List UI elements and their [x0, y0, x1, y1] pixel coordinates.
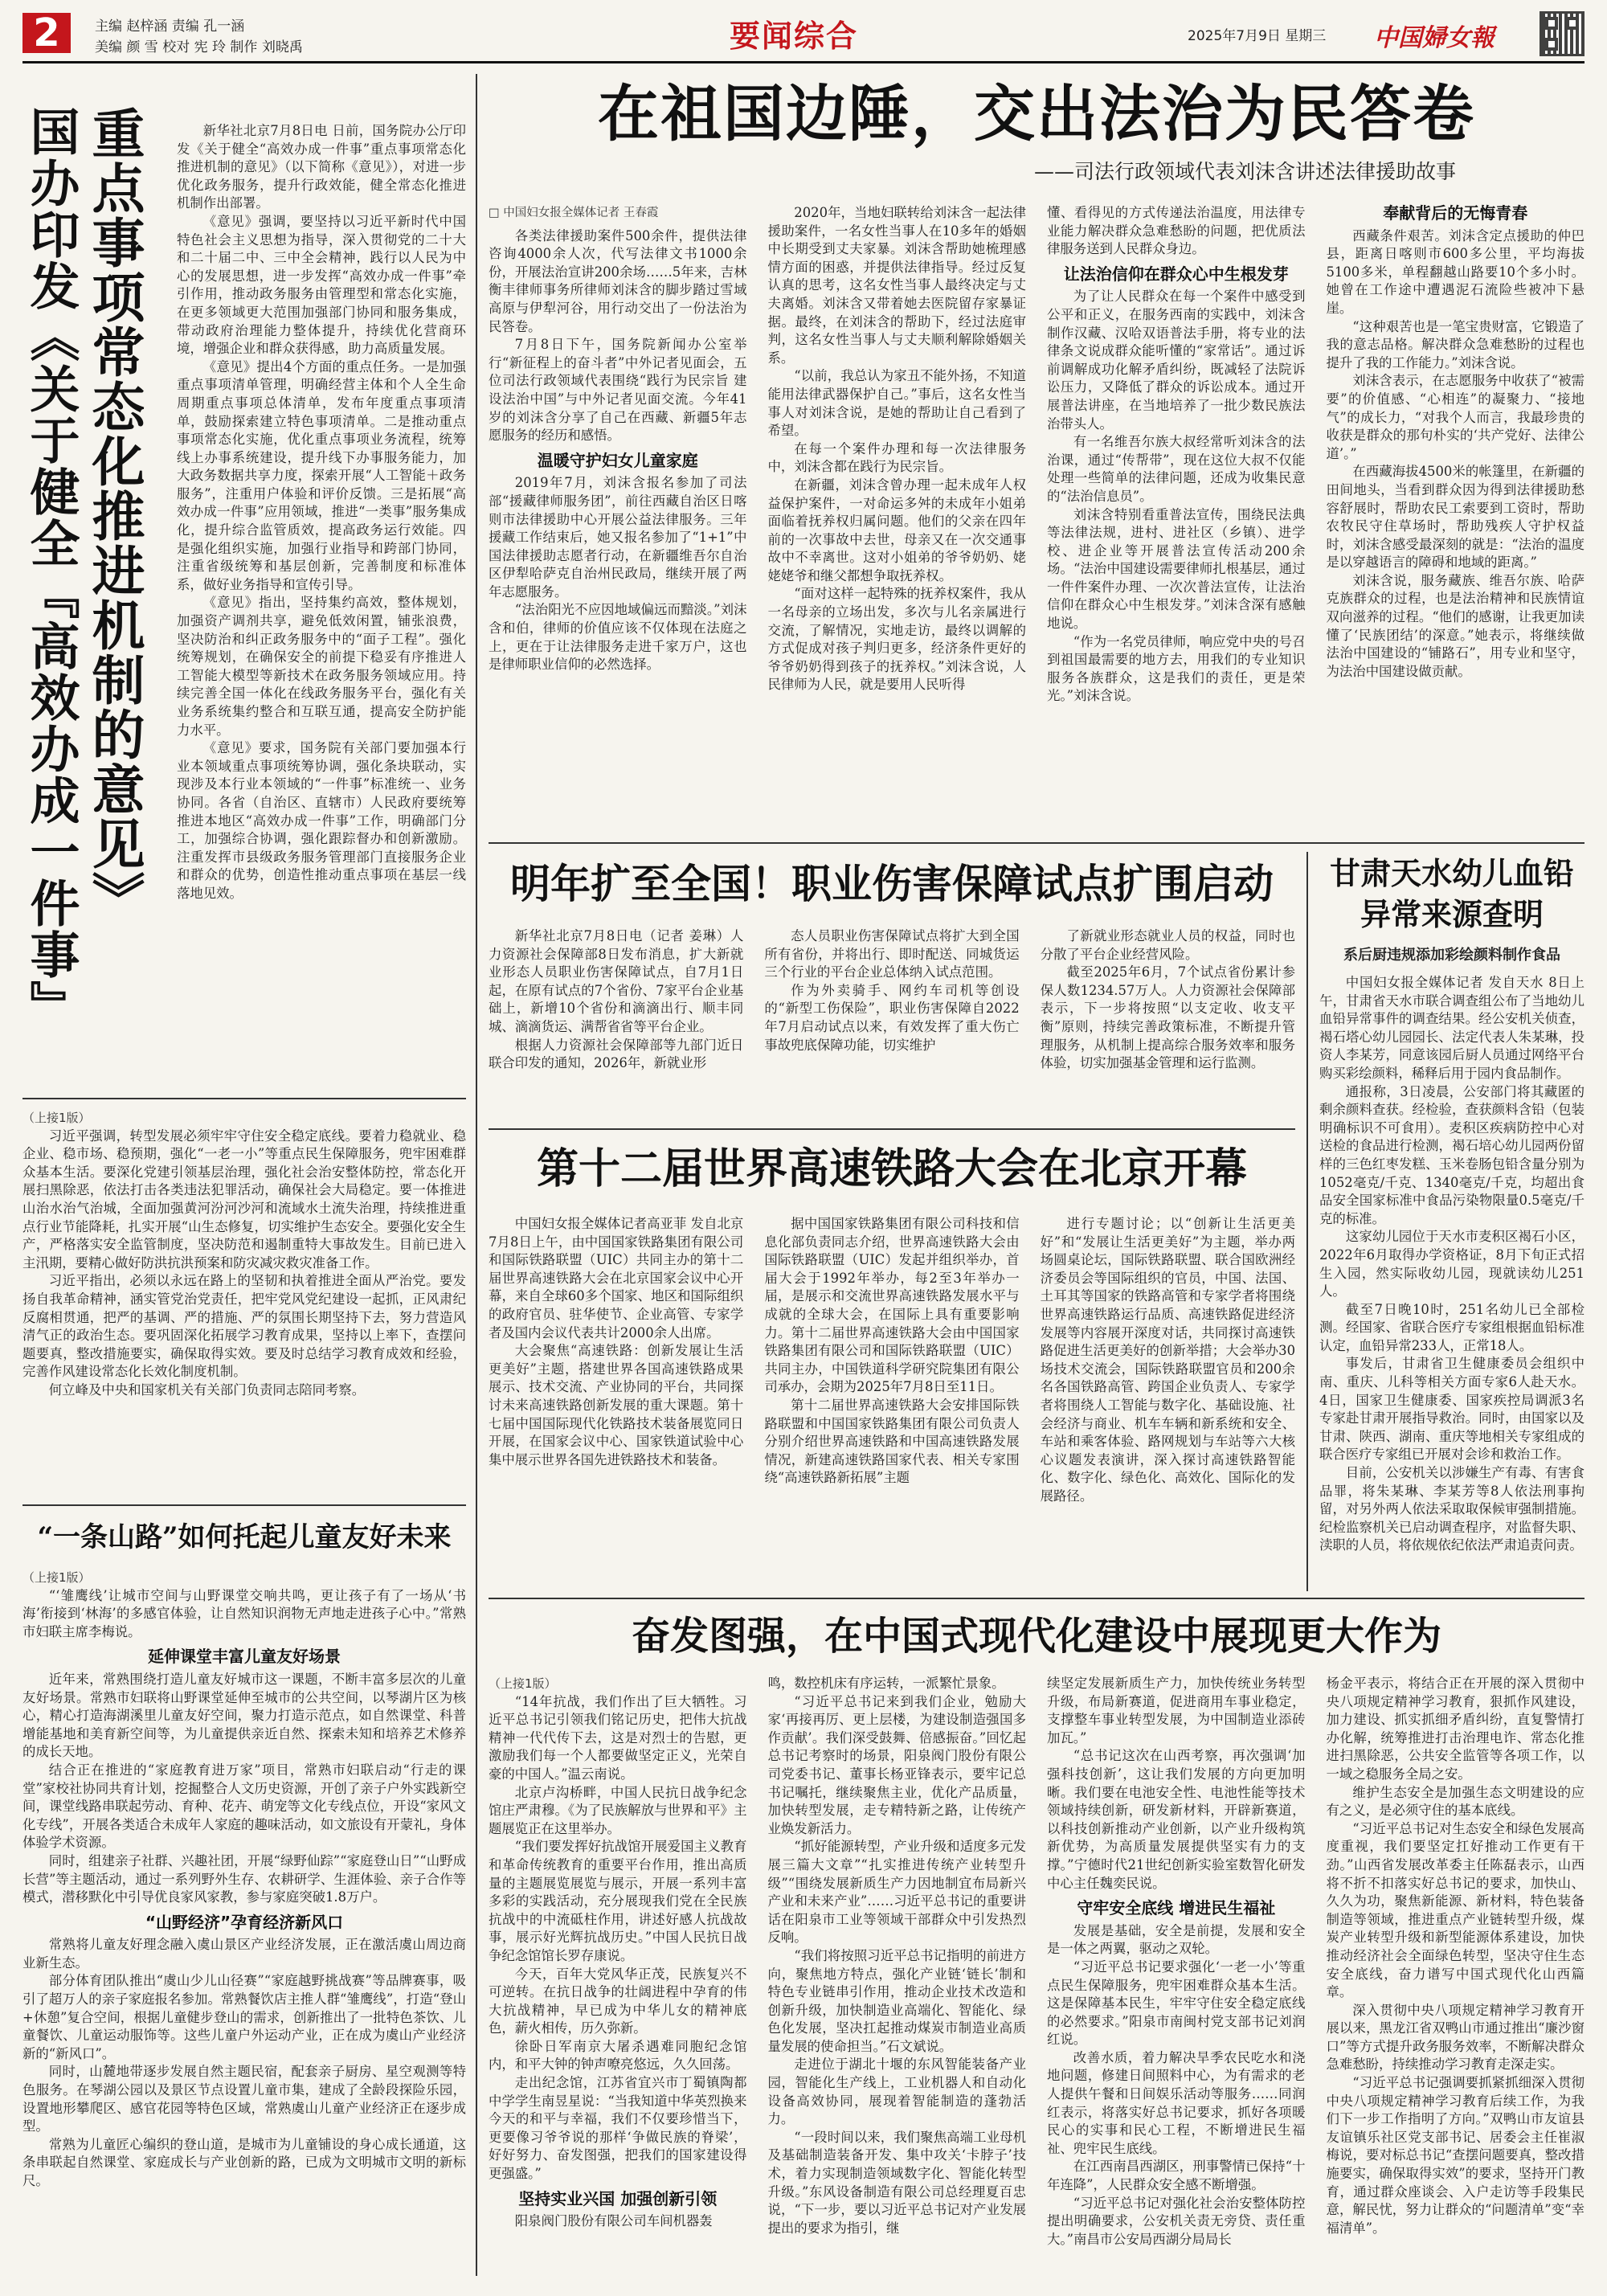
mountain-paragraph: 近年来，常熟围绕打造儿童友好城市这一课题，不断丰富多层次的儿童友好场景。常熟市妇联将山野课堂延伸至城市的公共空间，以琴湖片区为核心，精心打造海湖溪里儿童友好空间，聚力打造示范点，如自然课堂、科普增能基地和美育新空间等，为儿童提供亲近自然、探索未知和培养艺术修养的成长天地。 [22, 1671, 466, 1760]
railway-paragraph: 进行专题讨论；以“创新让生活更美好”和“发展让生活更美好”为主题，举办两场圆桌论坛，国际铁路联盟、联合国欧洲经济委员会等国际组织的官员，中国、法国、土耳其等国家的铁路高管和专家学者将围绕世界高速铁路运行品质、高速铁路促进经济发展等内容展开深度对话，共同探讨高速铁路促进生活更美好的创新举措；大会举办30场技术交流会，国际铁路联盟官员和200余名各国铁路高管、跨国企业负责人、专家学者将围绕人工智能与数字化、基础设施、社会经济与商业、机车车辆和新系统和安全、车站和乘客体验、路网规划与车站等六大核心议题发表演讲，深入探讨高速铁路智能化、数字化、绿色化、高效化、国际化的发展路径。 [1040, 1216, 1295, 1504]
railway-paragraph: 第十二届世界高速铁路大会安排国际铁路联盟和中国国家铁路集团有限公司负责人分别介绍世界高速铁路和中国高速铁路发展情况，新建高速铁路国家代表、相关专家围绕“高速铁路新拓展”主题 [764, 1397, 1020, 1486]
injury-paragraph: 根据人力资源社会保障部等九部门近日联合印发的通知，2026年，新就业形 [489, 1037, 744, 1071]
lead-paragraph: 7月8日下午，国务院新闻办公室举行“新征程上的奋斗者”中外记者见面会，五位司法行政领域代表围绕“践行为民宗旨 建设法治中国”与中外记者见面交流。今年41岁的刘沫含分享了自己在西藏、新疆5年志愿服务的经历和感悟。 [489, 337, 747, 444]
injury-headline: 明年扩至全国！职业伤害保障试点扩围启动 [510, 860, 1274, 907]
page-masthead [22, 10, 1585, 56]
injury-paragraph: 新华社北京7月8日电（记者 姜琳）人力资源社会保障部8日发布消息，扩大新就业形态人员职业伤害保障试点，自7月1日起，在原有试点的7个省份、7家平台企业基础上，新增10个省份和滴滴出行、顺丰同城、滴滴货运、满帮省省等平台企业。 [489, 928, 744, 1034]
modernization-columns [489, 1675, 1585, 2249]
injury-col-2 [764, 927, 1019, 1073]
continuation-paragraph: 习近平指出，必须以永远在路上的坚韧和执着推进全面从严治党。要发扬自我革命精神，涵实管党治党责任，把牢党风党纪建设一起抓，正风肃纪反腐相贯通，把严的基调、严的措施、严的氛围长期坚持下去，努力营造风清气正的政治生态。要巩固深化拓展学习教育成果，坚持以上率下，查摆问题要真，整改措施要实，确保取得实效。要及时总结学习教育成效和经验，完善作风建设常态化长效化制度机制。 [22, 1273, 466, 1380]
staff-line-1: 主编 赵梓涵 责编 孔一涵 [95, 18, 245, 35]
modernization-col-2 [768, 1675, 1027, 2249]
issue-date: 2025年7月9日 星期三 [1188, 28, 1327, 44]
modernization-paragraph: “习近平总书记来到我们企业，勉励大家‘再接再厉、更上层楼，为建设制造强国多作贡献’。我们深受鼓舞、倍感振奋。”回忆起总书记考察时的场景，阳泉阀门股份有限公司党委书记、董事长杨亚锋表示，要牢记总书记嘱托，继续聚焦主业，优化产品质量，加快转型发展，走专精特新之路，让传统产业焕发新活力。 [767, 1693, 1026, 1836]
opinion-paragraph: 《意见》提出4个方面的重点任务。一是加强重点事项清单管理，明确经营主体和个人全生命周期重点事项总体清单，发布年度重点事项清单，鼓励探索建立特色事项清单。二是推动重点事项常态化实施，优化重点事项业务流程，统筹线上办事系统建设，提升线下办事服务能力，加大政务数据共享力度，探索开展“人工智能＋政务服务”，注重用户体验和评价反馈。三是拓展“高效办成一件事”应用领域，推进“一类事”服务集成化，提升综合监管质效，提高政务运行效能。四是强化组织实施，加强行业指导和跨部门协同，注重省级统筹和基层创新，完善制度和标准体系，做好业务指导和宣传引导。 [177, 358, 466, 592]
gansu-headline-line2: 异常来源查明 [1360, 896, 1544, 932]
modernization-paragraph: 深入贯彻中央八项规定精神学习教育开展以来，黑龙江省双鸭山市通过推出“廉沙窗口”等方式提升政务服务效率，不断解决群众急难愁盼，持续推动学习教育走深走实。 [1326, 2002, 1585, 2073]
modernization-paragraph: “一段时间以来，我们聚焦高端工业母机及基础制造装备开发、集中攻关‘卡脖子’技术，着力实现制造领域数字化、智能化转型升级。”东风设备制造有限公司总经理夏百忠说，“下一步，要以习近平总书记对产业发展提出的要求为指引，继 [767, 2129, 1026, 2236]
modernization-paragraph: 在江西南昌西湖区，刑事警情已保持“十年连降”，人民群众安全感不断增强。 [1047, 2159, 1306, 2193]
modernization-paragraph: 徐卧日军南京大屠杀遇难同胞纪念馆内，和平大钟的钟声嘹亮悠远，久久回荡。 [489, 2038, 747, 2073]
continuation-label: （上接1版） [22, 1111, 91, 1125]
modernization-paragraph: “我们要发挥好抗战馆开展爱国主义教育和革命传统教育的重要平台作用，推出高质量的主题展览展览与展示，开展一系列丰富多彩的实践活动，充分展现我们党在全民族抗战中的中流砥柱作用，讲述好感人抗战故事，展示好光辉抗战历史。”中国人民抗日战争纪念馆馆长罗存康说。 [489, 1839, 747, 1963]
gansu-paragraph: 中国妇女报全媒体记者 发自天水 8日上午，甘肃省天水市联合调查组公布了当地幼儿血铅异常事件的调查结果。经公安机关侦查，褐石塔心幼儿园园长、法定代表人朱某琳，投资人李某芳，同意该园后厨人员通过网络平台购买彩绘颜料，稀释后用于园内食品制作。 [1319, 975, 1585, 1081]
modernization-paragraph: “抓好能源转型，产业升级和适度多元发展三篇大文章”“扎实推进传统产业转型升级”“围绕发展新质生产力因地制宜布局新兴产业和未来产业”……习近平总书记的重要讲话在阳泉市工业等领域干部群众中引发热烈反响。 [767, 1839, 1026, 1946]
opinion-headline-col1: 国办印发《关于健全『高效办成一件事』 [22, 106, 80, 1032]
lead-col-1 [489, 204, 747, 706]
lead-paragraph: 有一名维吾尔族大叔经常听刘沫含的法治课，通过“传帮带”，现在这位大叔不仅能处理一些简单的法律问题，还成为收集民意的“法治信息员”。 [1047, 434, 1306, 504]
opinion-article [22, 74, 466, 1078]
railway-article [489, 1136, 1295, 1594]
opinion-paragraph: 《意见》强调，要坚持以习近平新时代中国特色社会主义思想为指导，深入贯彻党的二十大和二十届二中、三中全会精神，践行以人民为中心的发展思想，进一步发挥“高效办成一件事”牵引作用，推动政务服务由管理型和常态化实施，在更多领域更大范围加强部门协同和服务集成，带动政府治理能力整体提升，持续优化营商环境，增强企业和群众获得感，助力高质量发展。 [177, 213, 466, 357]
gansu-article [1319, 853, 1585, 1585]
continuation-label: （上接1版） [489, 1676, 557, 1691]
modernization-paragraph: 改善水质，着力解决旱季农民吃水和浇地问题，修建日间照料中心，为有需求的老人提供午餐和日间娱乐活动等服务……同润红表示，将落实好总书记要求，抓好各项暖民心的实事和民心工程，不断增进民生福祉、兜牢民生底线。 [1047, 2049, 1306, 2156]
gansu-paragraph: 目前，公安机关以涉嫌生产有毒、有害食品罪，将朱某琳、李某芳等8人依法刑事拘留，对另外两人依法采取取保候审强制措施。纪检监察机关已启动调查程序，对监督失职、渎职的人员，将依规依纪依法严肃追责问责。 [1319, 1465, 1585, 1553]
railway-col-1 [489, 1215, 743, 1506]
mountain-paragraph: 常熟将儿童友好理念融入虞山景区产业经济发展，正在激活虞山周边商业新生态。 [22, 1937, 466, 1971]
opinion-paragraph: 《意见》指出，坚持集约高效，整体规划，加强资产调剂共享，避免低效闲置，铺张浪费，坚决防治和纠正政务服务中的“面子工程”。强化统筹规划，在确保安全的前提下稳妥有序推进人工智能大模型等新技术在政务服务领域应用。持续完善全国一体化在线政务服务平台，强化有关业务系统集约整合和互联互通，提高安全防护能力水平。 [177, 595, 466, 738]
railway-headline: 第十二届世界高速铁路大会在北京开幕 [536, 1144, 1247, 1193]
continuation-label: （上接1版） [22, 1570, 91, 1585]
mountain-paragraph: 结合正在推进的“家庭教育进万家”项目，常熟市妇联启动“行走的课堂”家校社协同共育计划，挖掘整合人文历史资源，开创了亲子户外实践新空间，课堂线路串联起劳动、育种、花卉、萌宠等文化专线点位，开设“家风文化专线”，开展各类适合未成年人家庭的趣味活动，如文旅设有开蒙礼，身体体验学术资源。 [22, 1762, 466, 1851]
lead-paragraph: 在每一个案件办理和每一次法律服务中，刘沫含都在践行为民宗旨。 [767, 440, 1026, 475]
mountain-paragraph: 同时，山麓地带逐步发展自然主题民宿，配套亲子厨房、星空观测等特色服务。在琴湖公园以及景区节点设置儿童市集，建成了全龄段探险乐园，设置地形攀爬区、感官花园等特色区域，常熟虞山儿童产业经济正在逐步成型。 [22, 2064, 466, 2134]
mountain-subhead: “山野经济”孕育经济新风口 [145, 1912, 344, 1932]
mountain-paragraph: 同时，组建亲子社群、兴趣社团，开展“绿野仙踪”“家庭登山日”“山野成长营”等主题活动，通过一系列野外生存、农耕研学、生涯体验、亲子合作等模式，潜移默化中引导优良家风家教，参与家庭突破1.8万户。 [22, 1852, 466, 1905]
page-number: 2 [33, 10, 60, 55]
injury-columns [489, 927, 1295, 1073]
railway-paragraph: 中国妇女报全媒体记者高亚菲 发自北京 7月8日上午，由中国国家铁路集团有限公司和国际铁路联盟（UIC）共同主办的第十二届世界高速铁路大会在北京国家会议中心开幕，来自全球60多个国家、地区和国际组织的政府官员、驻华使节、企业高管、专家学者及国内会议代表共计2000余人出席。 [489, 1216, 744, 1340]
lead-paragraph: 2020年，当地妇联转给刘沫含一起法律援助案件，一名女性当事人在10多年的婚姻中长期受到丈夫家暴。刘沫含帮助她梳理感情方面的困惑，并提供法律指导。经过反复认真的思考，这名女性当事人最终决定与丈夫离婚。刘沫含又带着她去医院留存家暴证据。最终，在刘沫含的帮助下，经过法庭审判，这名女性当事人与丈夫顺利解除婚姻关系。 [767, 205, 1026, 366]
section-title: 要闻综合 [730, 18, 859, 54]
mountain-paragraph: 部分体育团队推出“虞山少儿山径赛”“家庭越野挑战赛”等品牌赛事，吸引了超万人的亲子家庭报名参加。常熟餐饮店主推人群“雏鹰线”，打造“登山+休憩”复合空间，根据儿童健步登山的需求，创新推出了一批特色茶饮、儿童餐饮、儿童运动服饰等。这些儿童户外运动产业，正在成为虞山产业经济新的“新风口”。 [22, 1973, 466, 2061]
lead-columns [489, 204, 1585, 706]
continuation-paragraph: 习近平强调，转型发展必须牢牢守住安全稳定底线。要着力稳就业、稳企业、稳市场、稳预期，强化“一老一小”等重点民生保障服务，兜牢困难群众基本生活。要深化党建引领基层治理，强化社会治安整体防控，常态化开展扫黑除恶，依法打击各类违法犯罪活动，确保社会大局稳定。要一体推进山治水治气治城，全面加强黄河汾河沙河和流域水土流失治理，持续推进重点行业节能降耗，扎实开展“山生态修复，切实维护生态安全。要强化安全生产，严格落实安全监管制度，坚决防范和遏制重特大事故发生。目前已进入主汛期，要精心做好防洪抗洪预案和防灾减灾救灾准备工作。 [22, 1128, 466, 1271]
modernization-headline: 奋发图强，在中国式现代化建设中展现更大作为 [631, 1614, 1441, 1659]
injury-paragraph: 作为外卖骑手、网约车司机等创设的“新型工伤保险”，职业伤害保障自2022年7月启动试点以来，有效发挥了重大伤亡事故兜底保障功能，切实维护 [764, 982, 1020, 1053]
injury-paragraph: 态人员职业伤害保障试点将扩大到全国所有省份，并将出行、即时配送、同城货运三个行业的平台企业总体纳入试点范围。 [764, 928, 1020, 980]
modernization-paragraph: 北京卢沟桥畔，中国人民抗日战争纪念馆庄严肃穆。《为了民族解放与世界和平》主题展览正在这里举办。 [489, 1784, 747, 1836]
railway-col-3 [1041, 1215, 1295, 1506]
railway-paragraph: 据中国国家铁路集团有限公司科技和信息化部负责同志介绍，世界高速铁路大会由国际铁路联盟（UIC）发起并组织举办，首届大会于1992年举办，每2至3年举办一届，是展示和交流世界高速铁路发展水平与成就的全球大会，在国际上具有重要影响力。第十二届世界高速铁路大会由中国国家铁路集团有限公司和国际铁路联盟（UIC）共同主办，中国铁道科学研究院集团有限公司承办，会期为2025年7月8日至11日。 [764, 1216, 1020, 1395]
lead-byline: □ 中国妇女报全媒体记者 王春霞 [489, 207, 659, 219]
modernization-paragraph: 发展是基础，安全是前提，发展和安全是一体之两翼，驱动之双轮。 [1047, 1922, 1306, 1957]
lead-headline: 在祖国边陲，交出法治为民答卷 [598, 78, 1475, 149]
modernization-paragraph: 续坚定发展新质生产力，加快传统业务转型升级，布局新赛道，促进商用车事业稳定，支撑整车事业转型发展，为中国制造业添砖加瓦。” [1047, 1676, 1306, 1746]
modernization-paragraph: “总书记这次在山西考察，再次强调‘加强科技创新’，这让我们发展的方向更加明晰。我们要在电池安全性、电池性能等技术领域持续创新，研发新材料，开辟新赛道，以科技创新推动产业创新，以产业升级构筑新优势，为高质量发展提供坚实有力的支撑。”宁德时代21世纪创新实验室数智化研发中心主任魏奕民说。 [1047, 1748, 1306, 1891]
lead-subhead: 温暖守护妇女儿童家庭 [537, 450, 698, 470]
lead-article [489, 74, 1585, 845]
injury-article [489, 852, 1295, 1117]
lead-col-4 [1327, 204, 1585, 706]
modernization-col-4 [1327, 1675, 1585, 2249]
railway-paragraph: 大会聚焦“高速铁路：创新发展让生活更美好”主题，搭建世界各国高速铁路成果展示、技术交流、产业协同的平台，共同探讨未来高速铁路创新发展的重大课题。第十七届中国国际现代化铁路技术装备展览同日开展，在国家会议中心、国家铁道试验中心集中展示世界各国先进铁路技术和装备。 [489, 1343, 744, 1467]
vertical-divider [476, 74, 477, 2276]
gansu-paragraph: 通报称，3日凌晨，公安部门将其藏匿的剩余颜料查获。经检验，查获颜料含铅（包装明确标识不可食用）。麦积区疾病防控中心对送检的食品进行检测，褐石培心幼儿园两份留样的三色红枣发糕、玉米卷肠包铅含量分别为1052毫克/千克、1340毫克/千克，均超出食品安全国家标准中食品污染物限量0.5毫克/千克的标准。 [1319, 1083, 1585, 1226]
lead-paragraph: “面对这样一起特殊的抚养权案件，我从一名母亲的立场出发，多次与儿名亲属进行交流，了解情况，实地走访，最终以调解的方式促成对孩子判归更多，经济条件更好的爷爷奶奶得到孩子的抚养权。”刘沫含说，人民律师为人民，就是要用人民听得 [767, 586, 1026, 693]
opinion-paragraph: 《意见》要求，国务院有关部门要加强本行业本领域重点事项统筹协调，强化条块联动，实现涉及本行业本领域的“一件事”标准统一、业务协同。各省（自治区、直辖市）人民政府要统筹推进本地区“高效办成一件事”工作，明确部门分工，加强综合协调，强化跟踪督办和创新激励。注重发挥市县级政务服务管理部门直接服务企业和群众的优势，创造性推动重点事项在基层一线落地见效。 [177, 740, 466, 901]
lead-paragraph: 在西藏海拔4500米的帐篷里，在新疆的田间地头，当看到群众因为得到法律援助愁容舒展时，帮助农民工索要到工资时，帮助农牧民守住草场时，帮助残疾人守护权益时，刘沫含感受最深刻的就是：“法治的温度是以穿越语言的障碍和地域的距离。” [1326, 464, 1585, 571]
lead-paragraph: 懂、看得见的方式传递法治温度，用法律专业能力解决群众急难愁盼的问题，把优质法律服务送到人民群众身边。 [1047, 205, 1306, 257]
modernization-paragraph: 走出纪念馆，江苏省宜兴市丁蜀镇陶都中学学生南昱星说：“当我知道中华英烈换来今天的和平与幸福，我们不仅要珍惜当下，更要像习爷爷说的那样‘争做民族的脊梁’，好好努力、奋发图强，把我们的国家建设得更强盛。” [489, 2075, 747, 2182]
left-column-rule [22, 1098, 466, 1099]
gansu-paragraph: 这家幼儿园位于天水市麦积区褐石小区，2022年6月取得办学资格证，8月下旬正式招生入园，然实际收幼儿园，现就读幼儿251人。 [1319, 1229, 1585, 1299]
modernization-paragraph: “习近平总书记强调要抓紧抓细深入贯彻中央八项规定精神学习教育后续工作，为我们下一步工作指明了方向。”双鸭山市友谊县友谊镇乐社区党支部书记、居委会主任崔淑梅说，要对标总书记“查摆问题要真，整改措施要实，确保取得实效”的要求，坚持开门教育，通过群众座谈会、入户走访等手段集民意，解民忧，努力让群众的“问题清单”变“幸福清单”。 [1326, 2075, 1585, 2236]
lead-subhead: 让法治信仰在群众心中生根发芽 [1063, 264, 1289, 284]
lead-col-3 [1047, 204, 1306, 706]
modernization-paragraph: “14年抗战，我们作出了巨大牺牲。习近平总书记引领我们铭记历史，把伟大抗战精神一代代传下去，这是对烈士的告慰，更激励我们每一个人都要做坚定正义，光荣自豪的中国人。”温云南说。 [489, 1693, 747, 1782]
lead-paragraph: 刘沫含特别看重普法宣传，围绕民法典等法律法规，进村、进社区（乡镇）、进学校、进企业等开展普法宣传活动200余场。“法治中国建设需要律师扎根基层，通过一件件案件办理、一次次普法宣传，让法治信仰在群众心中生根发芽。”刘沫含深有感触地说。 [1047, 506, 1306, 632]
lead-subtitle: ——司法行政领域代表刘沫含讲述法律援助故事 [1033, 160, 1456, 183]
lead-paragraph: 为了让人民群众在每一个案件中感受到公平和正义，在服务西南的实践中，刘沫含制作汉藏、汉哈双语普法手册，将专业的法律条文说成群众能听懂的“家常话”。通过诉前调解成功化解矛盾纠纷，既减轻了法院诉讼压力，又降低了群众的诉讼成本。通过开展普法讲座，在当地培养了一批少数民族法治带头人。 [1047, 289, 1306, 432]
modernization-paragraph: “我们将按照习近平总书记指明的前进方向，聚焦地方特点，强化产业链‘链长’制和特色专业链串引作用，推动企业技术改造和创新升级，加快制造业高端化、智能化、绿色化发展，坚决扛起推动煤炭市制造业高质量发展的使命担当。”石文斌说。 [767, 1947, 1026, 2054]
modernization-paragraph: 走进位于湖北十堰的东风智能装备产业园，智能化生产线上，工业机器人和自动化设备高效协同，展现着智能制造的蓬勃活力。 [767, 2057, 1026, 2127]
section-rule [489, 842, 1585, 844]
section-rule [489, 1128, 1295, 1130]
modernization-paragraph: “习近平总书记对强化社会治安整体防控提出明确要求，公安机关责无旁贷、责任重大。”南昌市公安局西湖分局局长 [1047, 2195, 1306, 2247]
modernization-paragraph: 维护生态安全是加强生态文明建设的应有之义，是必须守住的基本底线。 [1326, 1784, 1585, 1819]
newspaper-logo: 中国婦女報 [1374, 24, 1495, 52]
qr-code-icon [1540, 11, 1585, 56]
gansu-body [1319, 974, 1585, 1555]
lead-paragraph: 2019年7月，刘沫含报名参加了司法部“援藏律师服务团”，前往西藏自治区日喀则市法律援助中心开展公益法律服务。三年援藏工作结束后，她又报名参加了“1+1”中国法律援助志愿者行动，在新疆维吾尔自治区伊犁哈萨克自治州民政局，继续开展了两年志愿服务。 [489, 475, 747, 600]
lead-paragraph: “这种艰苦也是一笔宝贵财富，它锻造了我的意志品格。解决群众急难愁盼的过程也提升了我的工作能力。”刘沫含说。 [1326, 318, 1585, 370]
modernization-subhead: 守牢安全底线 增进民生福祉 [1077, 1898, 1276, 1918]
masthead-rule [22, 61, 1585, 63]
modernization-subhead: 坚持实业兴国 加强创新引领 [518, 2188, 718, 2208]
lead-col-2 [768, 204, 1027, 706]
lead-paragraph: 在新疆，刘沫含曾办理一起未成年人权益保护案件，一对命运多舛的未成年小姐弟面临着抚养权归属问题。他们的父亲在四年前的一次事故中去世，母亲又在一次交通事故中不幸离世。这对小姐弟的爷爷奶奶、姥姥姥爷和继父都想争取抚养权。 [767, 477, 1026, 583]
modernization-paragraph: 鸣，数控机床有序运转，一派繁忙景象。 [767, 1676, 1005, 1691]
mountain-headline: “一条山路”如何托起儿童友好未来 [37, 1521, 452, 1553]
modernization-paragraph: 阳泉阀门股份有限公司车间机器轰 [514, 2213, 713, 2229]
lead-paragraph: 刘沫含说，服务藏族、维吾尔族、哈萨克族群众的过程，也是法治精神和民族情谊双向滋养的过程。“他们的感谢，让我更加读懂了‘民族团结’的深意。”她表示，将继续做法治中国建设的“铺路石”，用专业和坚守，为法治中国建设做贡献。 [1326, 572, 1585, 679]
mountain-road-article [22, 1517, 466, 2281]
lead-paragraph: “以前，我总认为家丑不能外扬，不知道能用法律武器保护自己。”事后，这名女性当事人对刘沫含说，是她的帮助让自己看到了希望。 [767, 368, 1026, 439]
injury-col-1 [489, 927, 743, 1073]
gansu-headline-line1: 甘肃天水幼儿血铅 [1329, 855, 1574, 891]
lead-paragraph: 西藏条件艰苦。刘沫含定点援助的仲巴县，距离日喀则市600多公里，平均海拔5100多米，单程翻越山路要10个多小时。她曾在工作途中遭遇泥石流险些被冲下悬崖。 [1326, 227, 1585, 316]
lead-paragraph: “作为一名党员律师，响应党中央的号召到祖国最需要的地方去，用我们的专业知识服务各族群众，这是我们的责任，更是荣光。”刘沫含说。 [1047, 633, 1306, 704]
railway-col-2 [764, 1215, 1019, 1506]
modernization-paragraph: 杨金平表示，将结合正在开展的深入贯彻中央八项规定精神学习教育，狠抓作风建设，加力建设、抓实抓细矛盾纠纷，直复警情打办化解，统筹推进打击治理电诈、常态化推进扫黑除恶，公共安全监管等各项工作，以一域之稳服务全局之安。 [1326, 1676, 1585, 1782]
gansu-paragraph: 截至7日晚10时，251名幼儿已全部检测。经国家、省联合医疗专家组根据血铅标准认定，血铅异常233人，正常18人。 [1319, 1301, 1585, 1353]
left-continuation [22, 1109, 466, 1400]
vertical-divider [1306, 852, 1308, 1591]
lead-paragraph: “法治阳光不应因地域偏远而黯淡。”刘沫含和伯，律师的价值应该不仅体现在法庭之上，更在于让法律服务走进千家万户，这也是律师职业信仰的必然选择。 [489, 602, 747, 673]
mountain-paragraph: 常熟为儿童匠心编织的登山道，是城市为儿童铺设的身心成长通道，这条串联起自然课堂、家庭成长与产业创新的路，已成为文明城市文明的新标尺。 [22, 2136, 466, 2188]
section-rule [489, 1598, 1585, 1599]
mountain-paragraph: “‘雏鹰线’让城市空间与山野课堂交响共鸣，更让孩子有了一场从‘书海’衔接到‘林海’的多感官体验，让自然知识润物无声地走进孩子心中。”常熟市妇联主席李梅说。 [22, 1587, 466, 1639]
opinion-body [177, 122, 466, 903]
modernization-col-1 [489, 1675, 747, 2249]
injury-col-3 [1041, 927, 1295, 1073]
modernization-col-3 [1047, 1675, 1306, 2249]
staff-line-2: 美编 颜 雪 校对 宪 玲 制作 刘晓禹 [95, 39, 303, 55]
injury-paragraph: 截至2025年6月，7个试点省份累计参保人数1234.57万人。人力资源社会保障部表示，下一步将按照“以支定收、收支平衡”原则，持续完善政策标准，不断提升管理服务，从机制上提高综合服务效率和服务体验，切实加强基金管理和运行监测。 [1040, 964, 1295, 1071]
railway-columns [489, 1215, 1295, 1506]
left-column-rule [22, 1504, 466, 1506]
mountain-subhead: 延伸课堂丰富儿童友好场景 [148, 1647, 341, 1667]
modernization-article [489, 1606, 1585, 2281]
modernization-paragraph: “习近平总书记对生态安全和绿色发展高度重视，我们要坚定扛好推动工作更有干劲。”山西省发展改革委主任陈磊表示，山西将不折不扣落实好总书记的要求，加快山、久久为功，聚焦新能源、新材料，特色装备制造等领域，推进重点产业链转型升级，煤炭产业转型升级和新型能源体系建设，加快推动经济社会全面绿色转型，坚决守住生态安全底线，奋力谱写中国式现代化山西篇章。 [1326, 1820, 1585, 2000]
gansu-subtitle: 系后厨违规添加彩绘颜料制作食品 [1343, 947, 1560, 964]
continuation-paragraph: 何立峰及中央和国家机关有关部门负责同志陪同考察。 [48, 1381, 366, 1398]
opinion-headline-col2: 重点事项常态化推进机制的意见》 [83, 106, 145, 926]
lead-paragraph: 各类法律援助案件500余件，提供法律咨询4000余人次，代写法律文书1000余份，开展法治宣讲200余场……5年来，吉林衡丰律师事务所律师刘沫含的脚步踏过雪域高原与伊犁河谷，用行动交出了一份法治为民答卷。 [489, 227, 747, 334]
lead-subhead: 奉献背后的无悔青春 [1383, 203, 1528, 223]
gansu-paragraph: 事发后，甘肃省卫生健康委员会组织中南、重庆、儿科等相关方面专家6人赴天水。4日，国家卫生健康委、国家疾控局调派3名专家赴甘肃开展指导救治。同时，由国家以及甘肃、陕西、湖南、重庆等地相关专家组成的联合医疗专家组已开展对会诊和救治工作。 [1319, 1356, 1585, 1463]
modernization-paragraph: “习近平总书记要求强化‘一老一小’等重点民生保障服务，兜牢困难群众基本生活。这是保障基本民生，牢牢守住安全稳定底线的必然要求。”阳泉市南闽村党支部书记刘润红说。 [1047, 1958, 1306, 2048]
opinion-paragraph: 新华社北京7月8日电 日前，国务院办公厅印发《关于健全“高效办成一件事”重点事项常态化推进机制的意见》（以下简称《意见》），对进一步优化政务服务，提升行政效能，健全常态化推进机制作出部署。 [177, 123, 466, 211]
modernization-paragraph: 今天，百年大党风华正茂，民族复兴不可逆转。在抗日战争的壮阔进程中孕育的伟大抗战精神，早已成为中华儿女的精神底色，薪火相传，历久弥新。 [489, 1966, 747, 2036]
injury-paragraph: 了新就业形态就业人员的权益，同时也分散了平台企业经营风险。 [1040, 928, 1295, 962]
lead-paragraph: 刘沫含表示，在志愿服务中收获了“被需要”的价值感、“心相连”的凝聚力、“接地气”的成长力，“对我个人而言，我最珍贵的收获是群众的那句朴实的‘共产党好、法律公道’。” [1326, 373, 1585, 461]
